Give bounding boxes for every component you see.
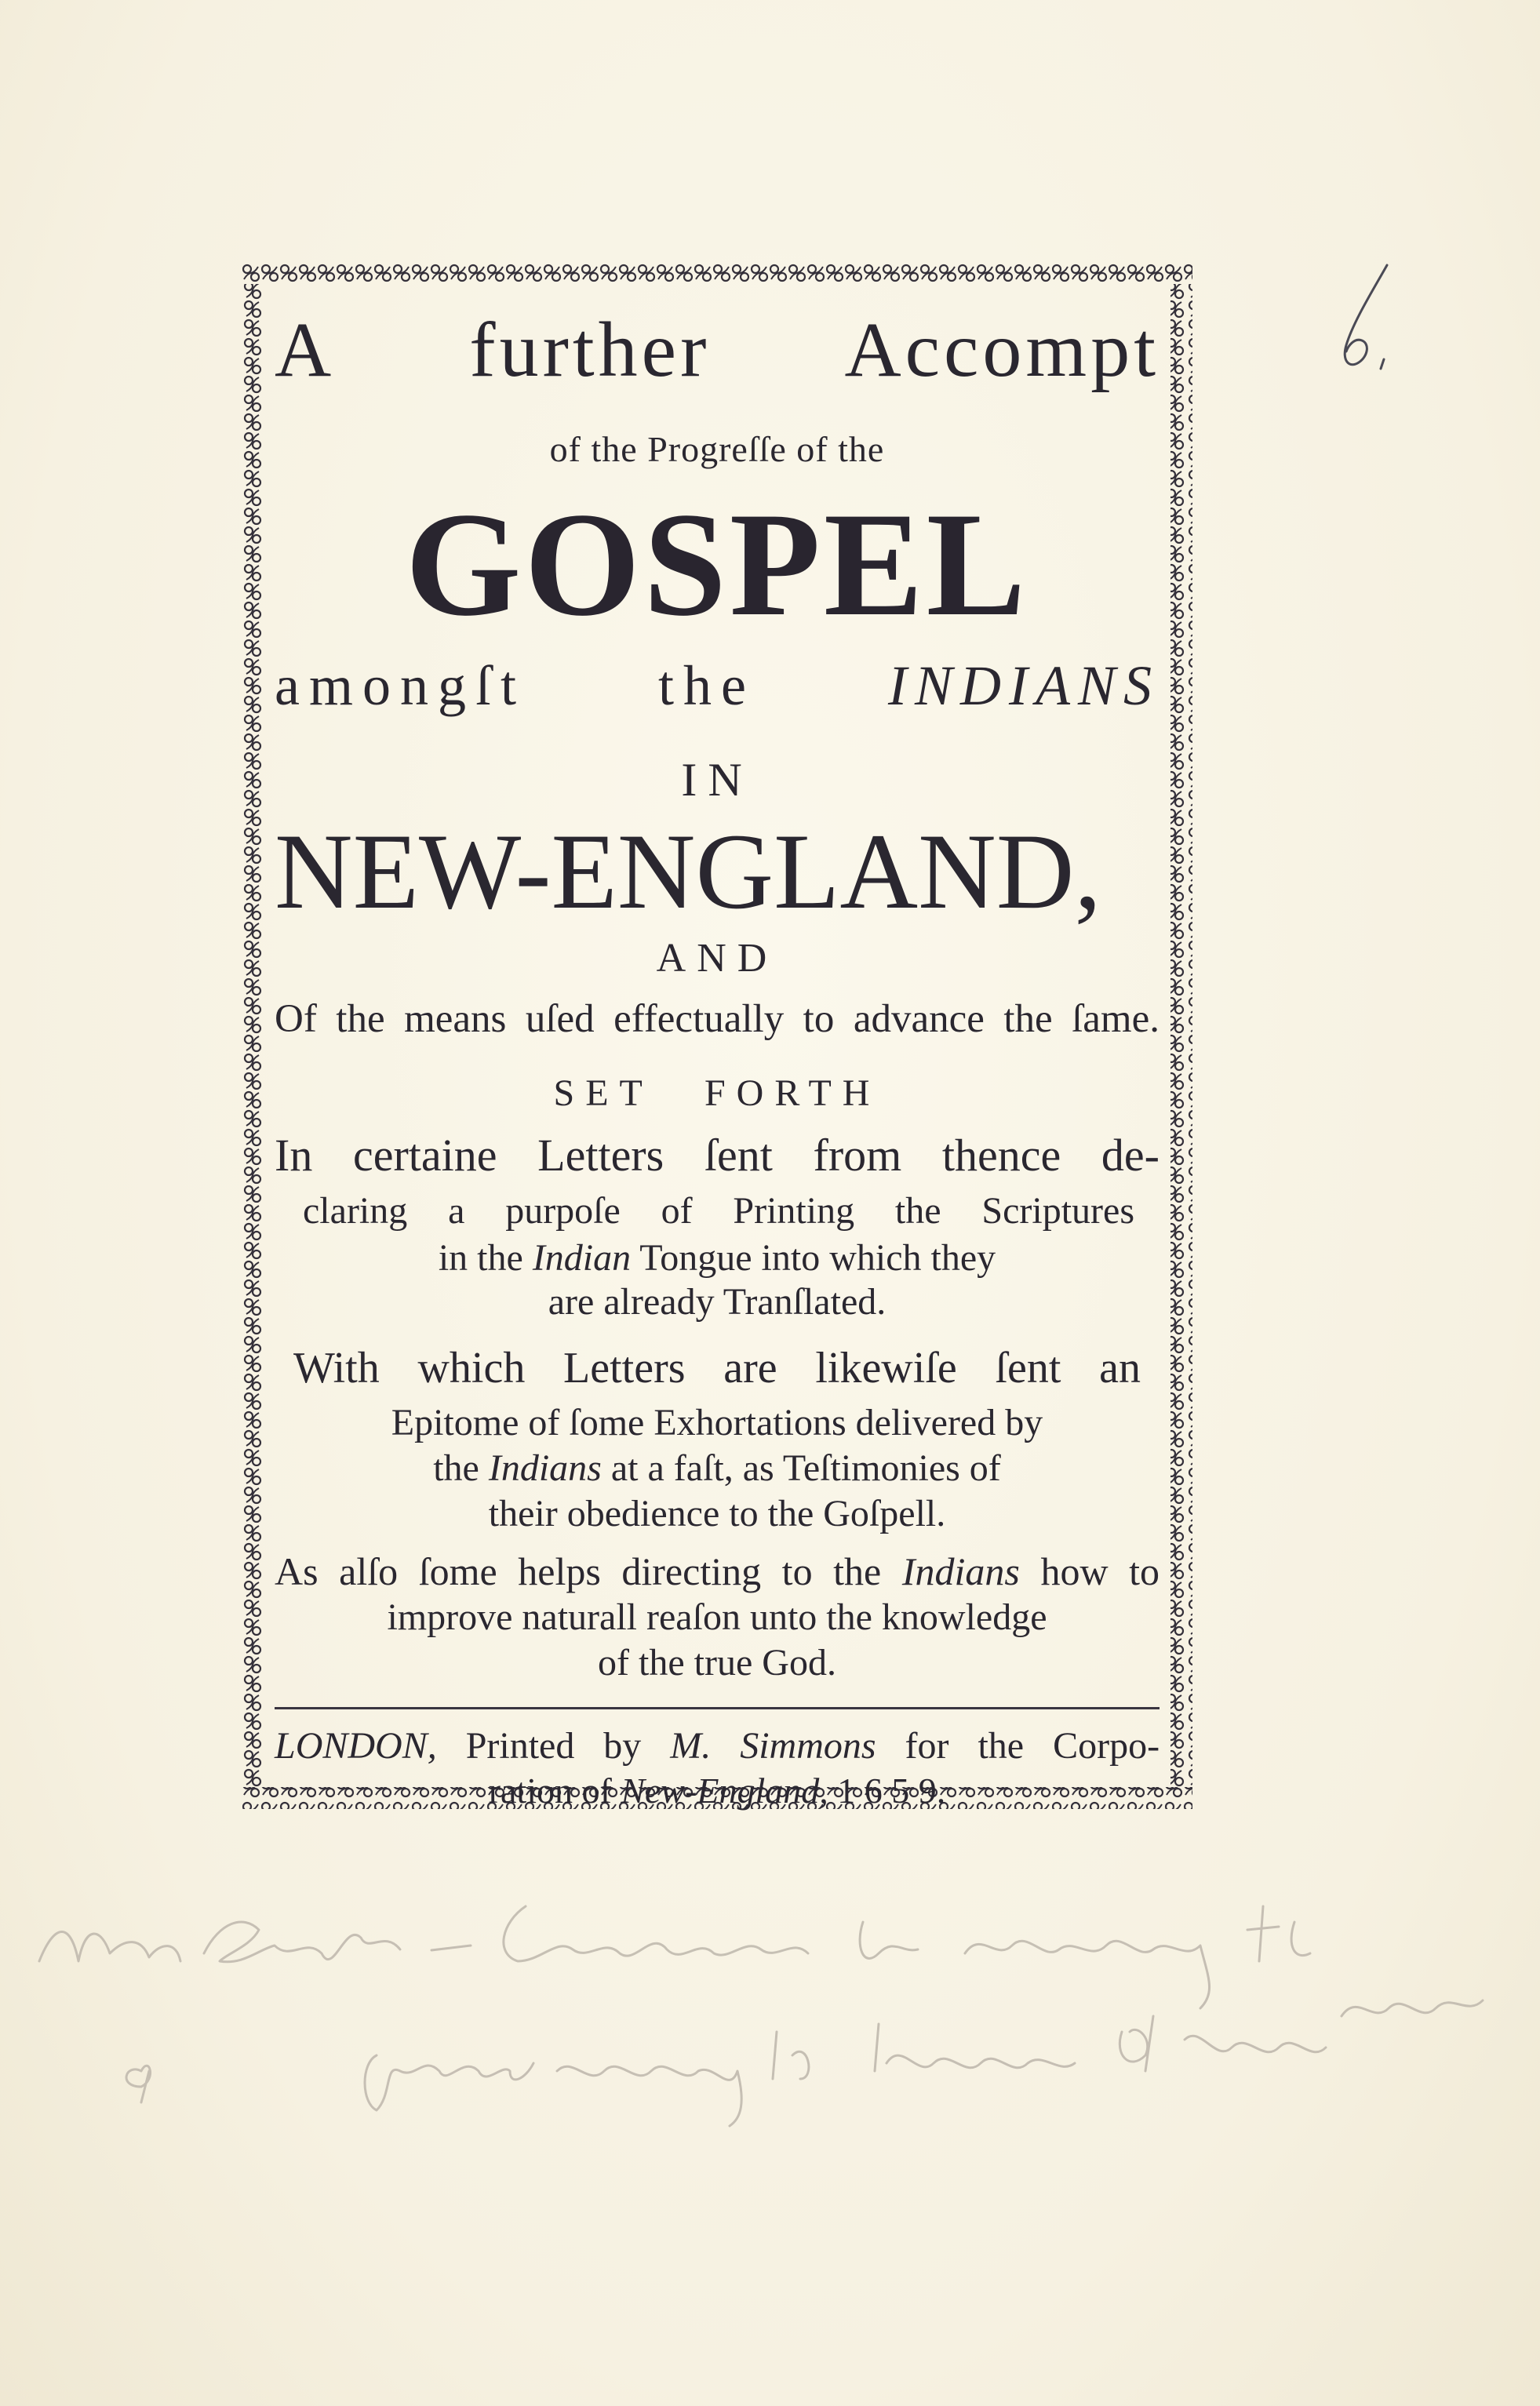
- pencil-annotation-text: New England – Corporation for promoting the gospel among the Indians of New England: [24, 1875, 60, 1876]
- with-which-line-1: With which Letters are likewiſe ſent an: [293, 1344, 1141, 1392]
- as-also-line-2: improve naturall reaſon unto the knowledge: [387, 1596, 1047, 1638]
- imprint-for-the: for the Corpo-: [905, 1725, 1160, 1767]
- imprint-rule: [275, 1707, 1160, 1709]
- as-also-line-1b: Indians: [901, 1549, 1020, 1593]
- title-frame: [242, 262, 1192, 1809]
- imprint-place: New-England,: [621, 1771, 828, 1811]
- imprint-printed-by: Printed by: [465, 1725, 642, 1767]
- imprint-year: 1 6 5 9.: [837, 1771, 946, 1811]
- new-england-heading: NEW-ENGLAND,: [275, 811, 1101, 931]
- imprint-line-2: [275, 1773, 1160, 1809]
- with-which-line-3a: the: [433, 1447, 479, 1489]
- imprint-line-1: [275, 1727, 1160, 1765]
- with-which-line-4: their obedience to the Goſpell.: [488, 1493, 946, 1534]
- imprint-printer: M. Simmons: [670, 1725, 876, 1767]
- letters-line-1: In certaine Letters ſent from thence de-: [275, 1130, 1160, 1181]
- imprint-london: LONDON,: [275, 1725, 437, 1767]
- and-line: AND: [656, 936, 778, 981]
- amongst-text: amongſt the: [275, 654, 755, 717]
- letters-line-2: claring a purpoſe of Printing the Scriptures: [303, 1190, 1134, 1232]
- as-also-line-3: of the true God.: [598, 1642, 836, 1683]
- in-line: IN: [681, 754, 753, 806]
- with-which-line-2: Epitome of ſome Exhortations delivered by: [391, 1402, 1043, 1443]
- handwritten-shelfmark: [1318, 259, 1412, 377]
- title: A further Accompt: [275, 306, 1160, 393]
- as-also-line-1a: As alſo ſome helps directing to the: [275, 1549, 882, 1593]
- gospel-heading: GOSPEL: [405, 482, 1029, 647]
- letters-line-4: are already Tranſlated.: [548, 1281, 887, 1323]
- as-also-line-1c: how to: [1040, 1549, 1160, 1593]
- pencil-annotation: [24, 1875, 1498, 2134]
- imprint-ration-of: ration of: [488, 1771, 612, 1811]
- with-which-line-3b: Indians: [488, 1447, 602, 1489]
- with-which-line-3: [275, 1447, 1160, 1489]
- as-also-line-1: [275, 1549, 1160, 1593]
- shelfmark-text: 6: [1318, 259, 1319, 260]
- set-forth-line: SET FORTH: [553, 1072, 881, 1114]
- subtitle: of the Progreſſe of the: [549, 429, 885, 469]
- letters-line-3b: Indian: [532, 1237, 632, 1279]
- with-which-line-3c: at a faſt, as Teſtimonies of: [610, 1447, 1001, 1489]
- means-line: Of the means uſed effectually to advance the ſame.: [275, 997, 1160, 1041]
- indians-text: INDIANS: [888, 654, 1160, 717]
- title-page-text: [275, 290, 1160, 1811]
- letters-line-3: [275, 1239, 1160, 1277]
- letters-line-3c: Tongue into which they: [639, 1237, 996, 1279]
- amongst-line: [275, 654, 1160, 717]
- letters-line-3a: in the: [438, 1237, 523, 1279]
